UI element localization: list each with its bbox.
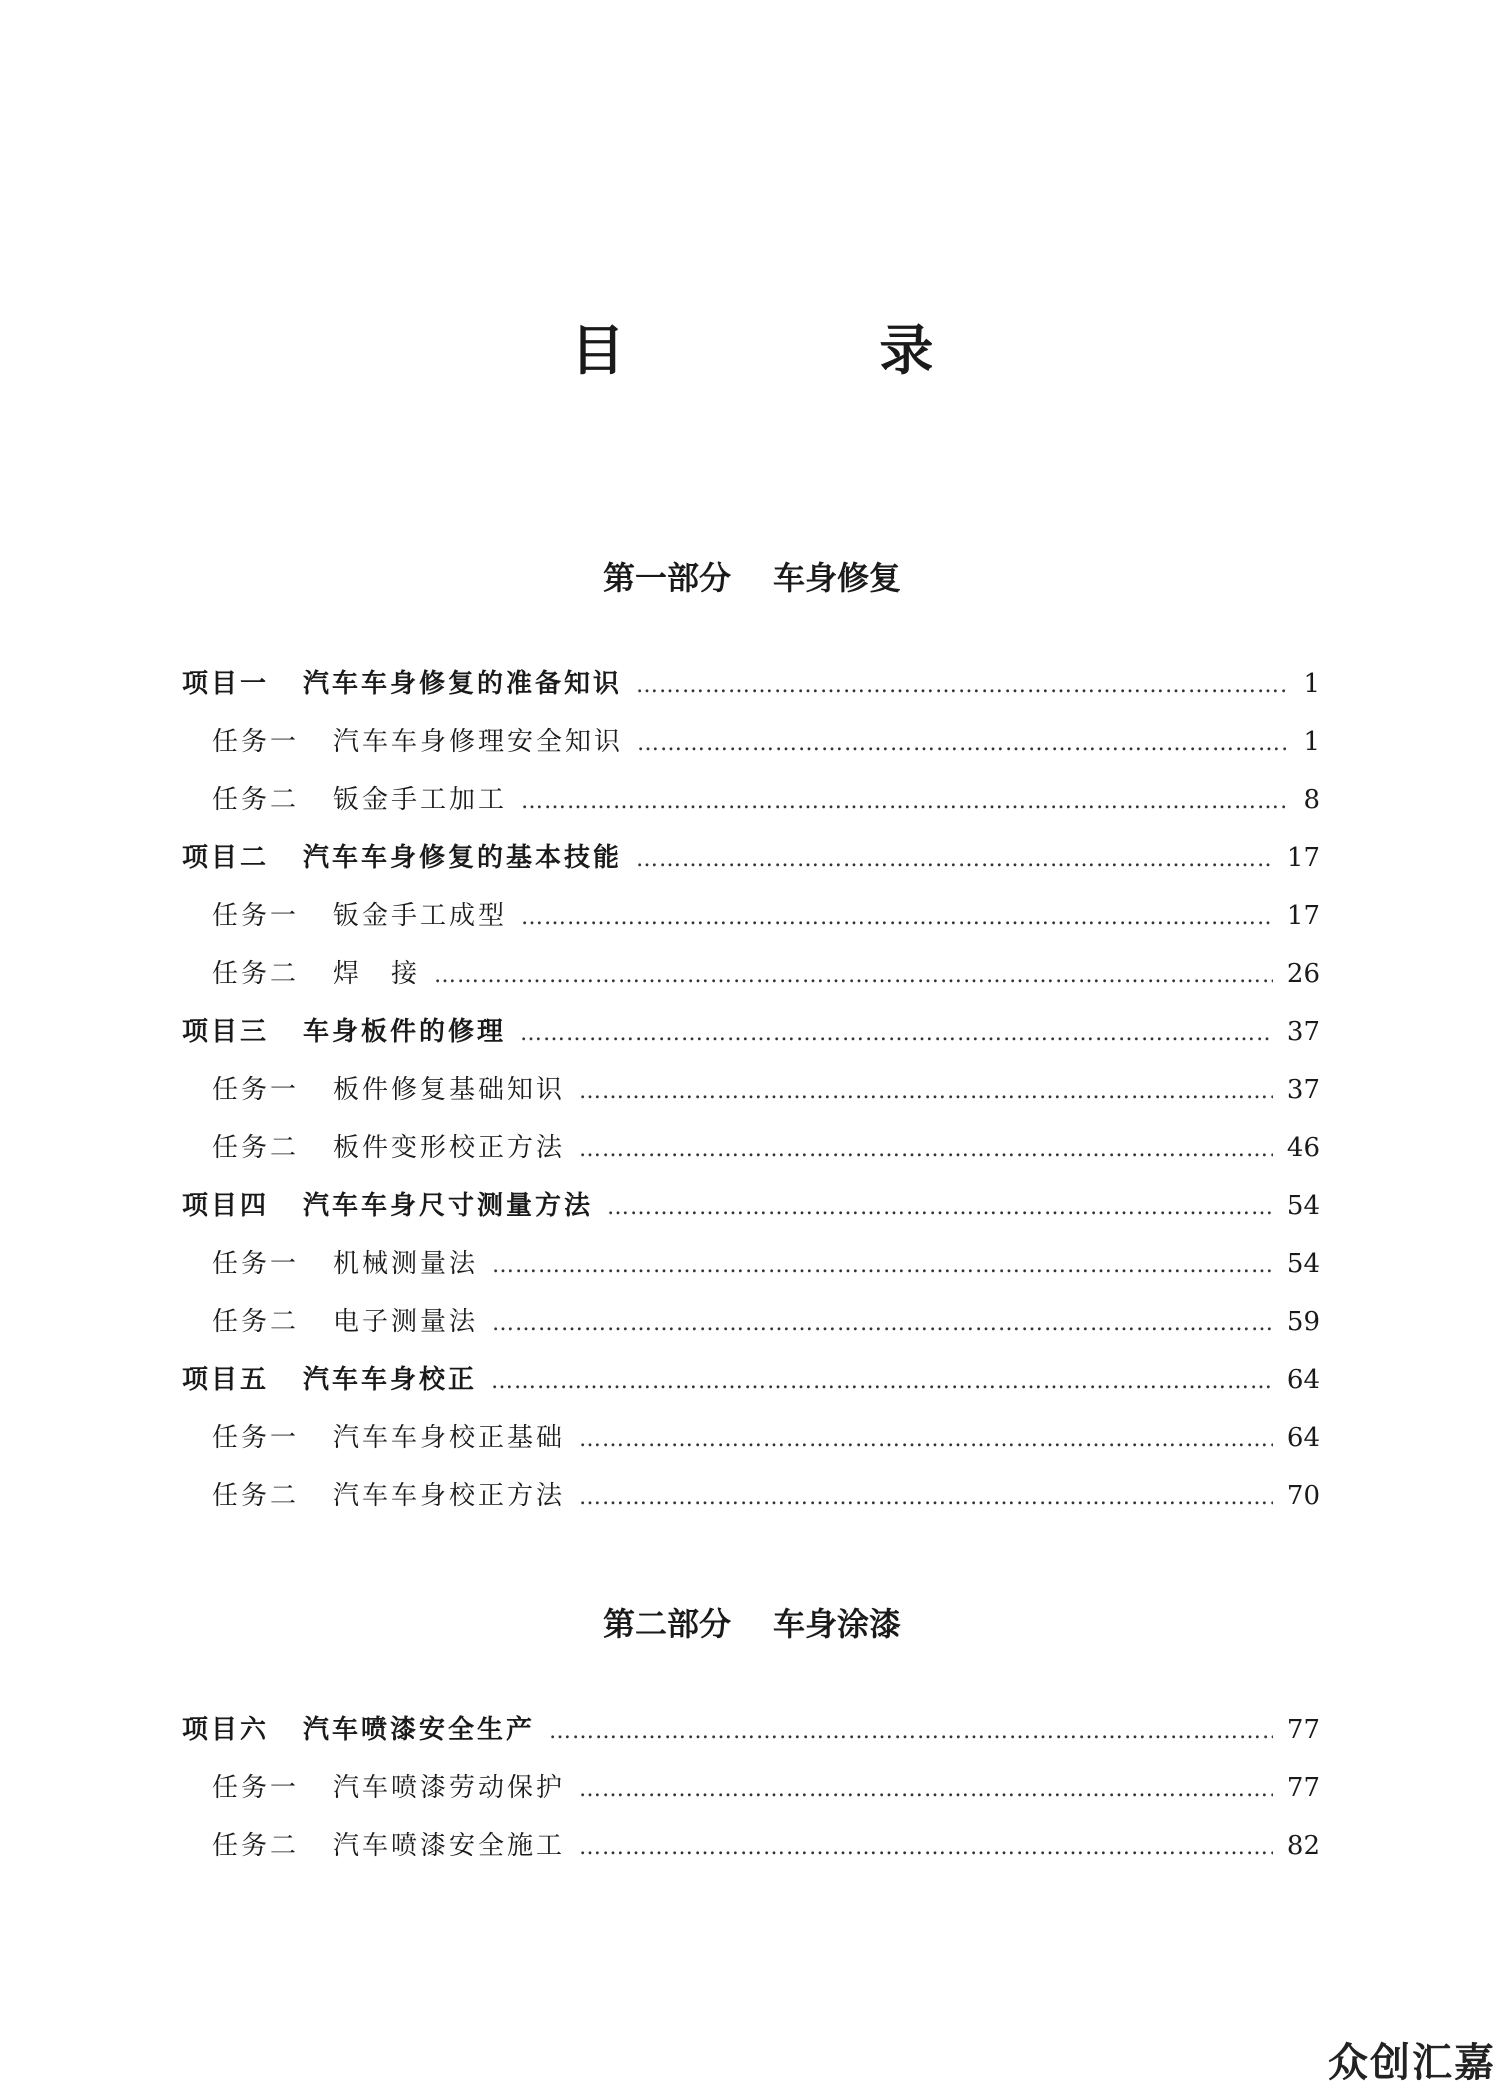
- entry-title: 汽车车身校正方法: [333, 1481, 566, 1511]
- entry-title: 板件修复基础知识: [333, 1075, 566, 1105]
- dot-leader: [434, 963, 1273, 988]
- toc-task-entry[interactable]: [182, 1475, 1320, 1533]
- entry-page-number: 54: [1286, 1249, 1320, 1279]
- entry-page-number: 17: [1286, 901, 1320, 931]
- entry-number: 任务一: [212, 1249, 300, 1279]
- dot-leader: [579, 1137, 1273, 1162]
- part-heading-1: [0, 558, 1504, 598]
- entry-number: 任务二: [212, 1307, 300, 1337]
- dot-leader: [579, 1485, 1273, 1510]
- entry-number: 项目四: [182, 1191, 270, 1221]
- toc-task-entry[interactable]: [182, 721, 1320, 779]
- toc-list-part-2: [182, 1709, 1320, 1883]
- watermark-logo: 众创汇嘉: [1328, 2040, 1496, 2086]
- entry-page-number: 8: [1303, 785, 1320, 815]
- dot-leader: [636, 847, 1273, 872]
- entry-number: 项目三: [182, 1017, 270, 1047]
- dot-leader: [521, 905, 1273, 930]
- entry-page-number: 17: [1286, 843, 1320, 873]
- entry-title: 电子测量法: [333, 1307, 479, 1337]
- entry-title: 汽车车身修理安全知识: [333, 727, 624, 757]
- entry-number: 任务一: [212, 1773, 300, 1803]
- toc-task-entry[interactable]: [182, 1767, 1320, 1825]
- dot-leader: [637, 731, 1286, 756]
- part-name: 车身修复: [773, 559, 902, 597]
- entry-title: 车身板件的修理: [303, 1017, 507, 1047]
- dot-leader: [579, 1835, 1273, 1860]
- entry-page-number: 46: [1286, 1133, 1320, 1163]
- entry-page-number: 64: [1286, 1423, 1320, 1453]
- entry-page-number: 1: [1303, 727, 1320, 757]
- entry-page-number: 70: [1286, 1481, 1320, 1511]
- part-name: 车身涂漆: [773, 1605, 902, 1643]
- part-label: 第二部分: [602, 1605, 731, 1643]
- toc-list-part-1: [182, 663, 1320, 1533]
- entry-page-number: 77: [1286, 1715, 1320, 1745]
- entry-title: 汽车车身校正: [303, 1365, 478, 1395]
- toc-task-entry[interactable]: [182, 1417, 1320, 1475]
- entry-page-number: 77: [1286, 1773, 1320, 1803]
- dot-leader: [549, 1719, 1273, 1744]
- dot-leader: [491, 1369, 1273, 1394]
- entry-number: 任务二: [212, 1133, 300, 1163]
- entry-title: 汽车喷漆安全施工: [333, 1831, 566, 1861]
- toc-project-entry[interactable]: [182, 1709, 1320, 1767]
- entry-page-number: 64: [1286, 1365, 1320, 1395]
- entry-title: 钣金手工成型: [333, 901, 508, 931]
- toc-project-entry[interactable]: [182, 1011, 1320, 1069]
- entry-page-number: 54: [1286, 1191, 1320, 1221]
- toc-project-entry[interactable]: [182, 1185, 1320, 1243]
- toc-project-entry[interactable]: [182, 837, 1320, 895]
- entry-page-number: 37: [1286, 1075, 1320, 1105]
- entry-page-number: 1: [1303, 669, 1320, 699]
- toc-task-entry[interactable]: [182, 953, 1320, 1011]
- dot-leader: [579, 1777, 1273, 1802]
- entry-number: 任务二: [212, 785, 300, 815]
- dot-leader: [579, 1427, 1273, 1452]
- dot-leader: [520, 1021, 1273, 1046]
- entry-title: 汽车车身修复的基本技能: [303, 843, 623, 873]
- entry-title: 焊 接: [333, 959, 421, 989]
- toc-task-entry[interactable]: [182, 1301, 1320, 1359]
- entry-number: 任务一: [212, 901, 300, 931]
- toc-task-entry[interactable]: [182, 1825, 1320, 1883]
- entry-title: 汽车车身校正基础: [333, 1423, 566, 1453]
- entry-title: 钣金手工加工: [333, 785, 508, 815]
- toc-task-entry[interactable]: [182, 1127, 1320, 1185]
- toc-task-entry[interactable]: [182, 779, 1320, 837]
- entry-number: 任务二: [212, 1481, 300, 1511]
- entry-title: 汽车车身修复的准备知识: [303, 669, 623, 699]
- toc-task-entry[interactable]: [182, 1243, 1320, 1301]
- toc-task-entry[interactable]: [182, 1069, 1320, 1127]
- entry-number: 任务一: [212, 1075, 300, 1105]
- dot-leader: [521, 789, 1286, 814]
- entry-title: 汽车车身尺寸测量方法: [303, 1191, 594, 1221]
- entry-title: 机械测量法: [333, 1249, 479, 1279]
- entry-title: 汽车喷漆劳动保护: [333, 1773, 566, 1803]
- dot-leader: [579, 1079, 1273, 1104]
- entry-number: 任务二: [212, 1831, 300, 1861]
- entry-number: 任务一: [212, 727, 300, 757]
- entry-title: 汽车喷漆安全生产: [303, 1715, 536, 1745]
- entry-number: 项目一: [182, 669, 270, 699]
- entry-page-number: 59: [1286, 1307, 1320, 1337]
- toc-task-entry[interactable]: [182, 895, 1320, 953]
- entry-number: 项目六: [182, 1715, 270, 1745]
- part-heading-2: [0, 1604, 1504, 1644]
- part-label: 第一部分: [602, 559, 731, 597]
- entry-page-number: 37: [1286, 1017, 1320, 1047]
- dot-leader: [492, 1253, 1273, 1278]
- entry-number: 项目二: [182, 843, 270, 873]
- dot-leader: [492, 1311, 1273, 1336]
- entry-number: 任务二: [212, 959, 300, 989]
- entry-number: 项目五: [182, 1365, 270, 1395]
- page-title: 目 录: [570, 318, 1052, 382]
- toc-project-entry[interactable]: [182, 663, 1320, 721]
- entry-number: 任务一: [212, 1423, 300, 1453]
- entry-page-number: 26: [1286, 959, 1320, 989]
- dot-leader: [636, 673, 1286, 698]
- toc-project-entry[interactable]: [182, 1359, 1320, 1417]
- entry-title: 板件变形校正方法: [333, 1133, 566, 1163]
- dot-leader: [607, 1195, 1273, 1220]
- entry-page-number: 82: [1286, 1831, 1320, 1861]
